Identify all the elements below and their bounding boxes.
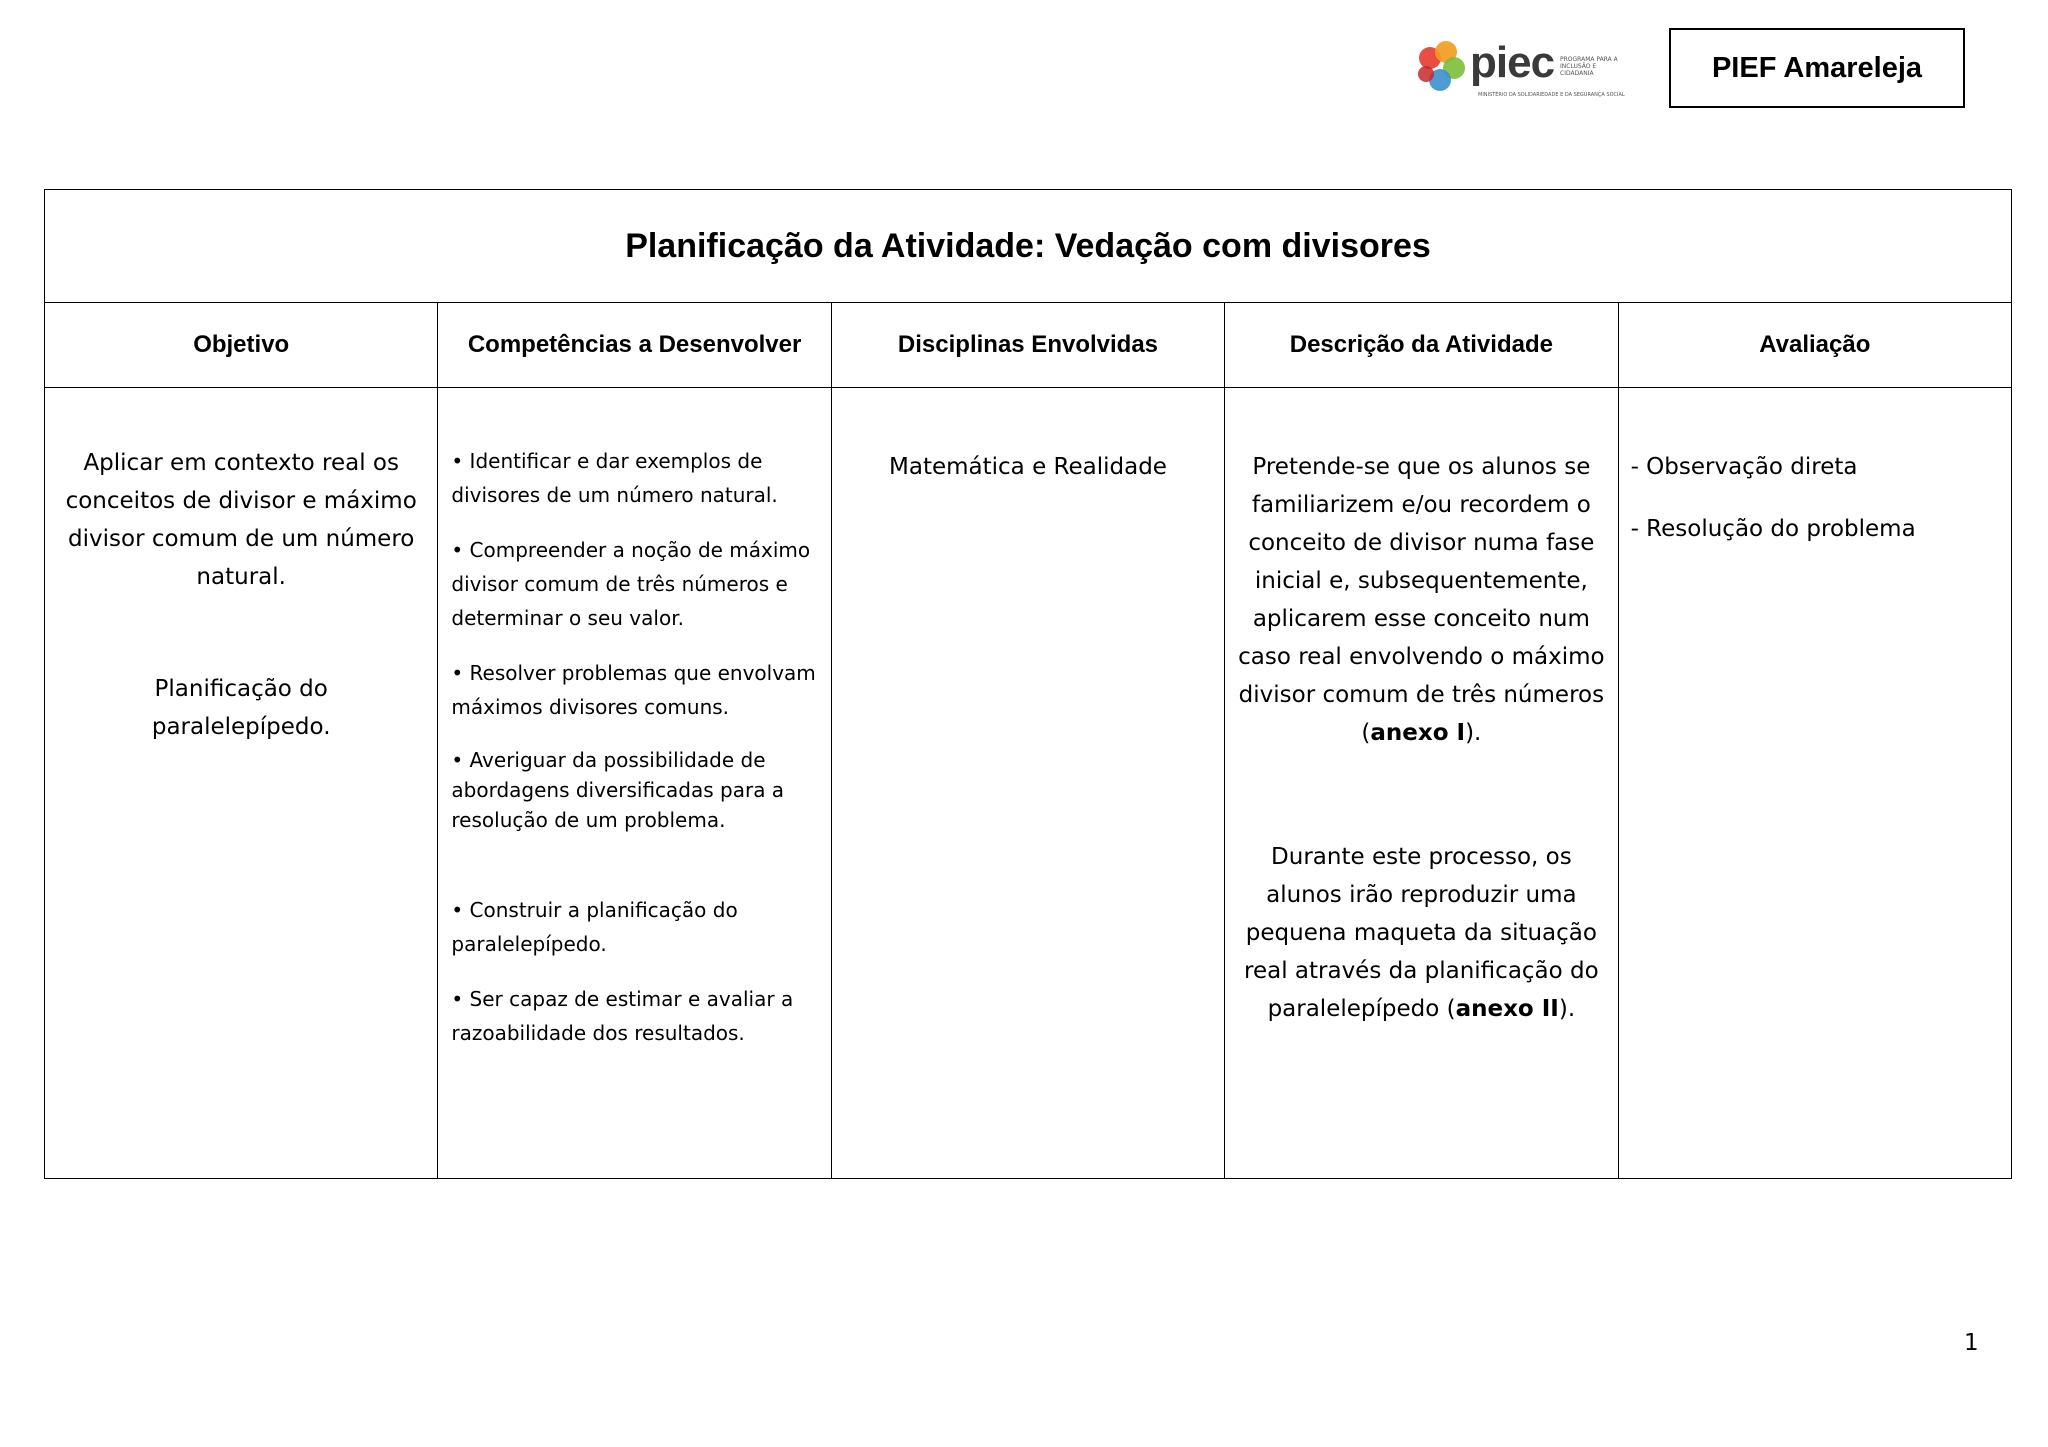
logo-tagline: PROGRAMA PARA A INCLUSÃO E CIDADANIA [1560, 56, 1618, 77]
list-item: • Identificar e dar exemplos de divisores de um número natural. [451, 449, 778, 507]
school-name-box [1669, 28, 1965, 108]
annex-reference: anexo II [1455, 996, 1559, 1022]
descricao-paragraph [1237, 448, 1605, 752]
annex-reference: anexo I [1370, 720, 1466, 746]
page-number: 1 [1964, 1330, 1979, 1356]
logo-subtitle: MINISTÉRIO DA SOLIDARIEDADE E DA SEGURANÇA SOCIAL [1478, 92, 1625, 98]
avaliacao-item: - Resolução do problema [1630, 516, 1916, 542]
avaliacao-cell [1618, 388, 2011, 1179]
objetivo-text: Planificação do paralelepípedo. [151, 676, 331, 740]
descricao-text: Durante este processo, os alunos irão reproduzir uma pequena maqueta da situação real através da planificação do paralelepípedo ( [1244, 844, 1599, 1022]
competencias-list [451, 444, 816, 1050]
descricao-text: ). [1558, 996, 1576, 1022]
column-header-avaliacao: Avaliação [1618, 303, 2011, 388]
table-title: Planificação da Atividade: Vedação com divisores [45, 190, 2012, 303]
list-item: • Resolver problemas que envolvam máximos divisores comuns. [451, 661, 816, 719]
column-header-disciplinas: Disciplinas Envolvidas [831, 303, 1224, 388]
column-header-competencias: Competências a Desenvolver [438, 303, 831, 388]
avaliacao-item: - Observação direta [1630, 454, 1858, 480]
column-header-objetivo: Objetivo [45, 303, 438, 388]
list-item: • Averiguar da possibilidade de abordagens diversificadas para a resolução de um problema. [451, 748, 785, 832]
list-item: • Ser capaz de estimar e avaliar a razoabilidade dos resultados. [451, 987, 794, 1045]
school-name: PIEF Amareleja [1711, 51, 1923, 84]
descricao-text: ). [1465, 720, 1482, 746]
list-item: • Construir a planificação do paralelepípedo. [451, 898, 738, 956]
logo-word: piec [1470, 38, 1555, 87]
objetivo-cell [45, 388, 438, 1179]
descricao-paragraph [1237, 838, 1605, 1028]
column-header-descricao: Descrição da Atividade [1225, 303, 1618, 388]
hands-icon [1410, 36, 1474, 100]
competencias-cell [438, 388, 831, 1179]
activity-plan-table [44, 189, 2012, 1179]
objetivo-text: Aplicar em contexto real os conceitos de divisor e máximo divisor comum de um número natural. [65, 450, 417, 590]
list-item: • Compreender a noção de máximo divisor comum de três números e determinar o seu valor. [451, 538, 811, 630]
disciplinas-cell: Matemática e Realidade [831, 388, 1224, 1179]
piec-logo [1410, 32, 1625, 106]
descricao-cell [1225, 388, 1618, 1179]
descricao-text: Pretende-se que os alunos se familiarizem e/ou recordem o conceito de divisor numa fase inicial e, subsequentemente, aplicarem esse conceito num caso real envolvendo o máximo divisor comum de três números ( [1238, 454, 1605, 746]
